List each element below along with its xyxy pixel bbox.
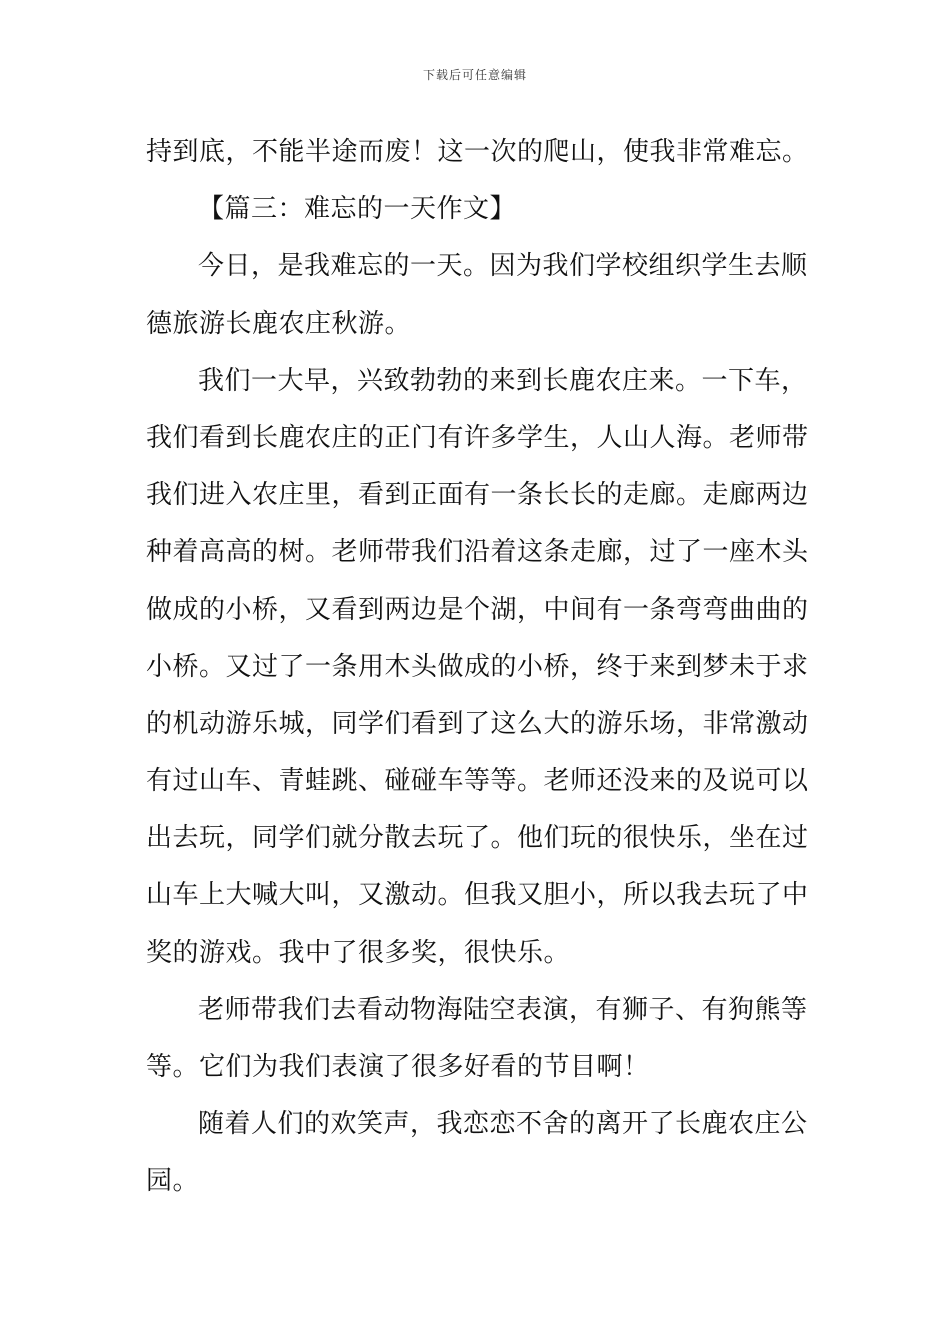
document-body [146,124,808,1211]
text-line: 德旅游长鹿农庄秋游。 [146,308,412,339]
paragraph-1 [146,124,808,181]
paragraph-3 [146,238,808,352]
text-line: 等。它们为我们表演了很多好看的节目啊！ [146,1052,650,1082]
text-line: 小桥。又过了一条用木头做成的小桥，终于来到梦未于求 [146,651,809,682]
paragraph-2-section-title [146,181,808,238]
text-line: 的机动游乐城，同学们看到了这么大的游乐场，非常激动 [146,708,809,739]
text-line: 有过山车、青蛙跳、碰碰车等等。老师还没来的及说可以 [146,766,809,797]
text-line: 我们一大早，兴致勃勃的来到长鹿农庄来。一下车， [198,365,808,396]
section-title: 【篇三：难忘的一天作文】 [198,194,517,225]
text-line: 奖的游戏。我中了很多奖，很快乐。 [146,937,571,968]
text-line: 持到底，不能半途而废！这一次的爬山，使我非常难忘。 [146,137,809,167]
page-header: 下载后可任意编辑 [422,68,527,82]
paragraph-6 [146,1096,808,1210]
text-line: 出去玩，同学们就分散去玩了。他们玩的很快乐，坐在过 [146,823,809,854]
text-line: 今日，是我难忘的一天。因为我们学校组织学生去顺 [198,251,808,282]
text-line: 种着高高的树。老师带我们沿着这条走廊，过了一座木头 [146,537,809,568]
text-line: 我们进入农庄里，看到正面有一条长长的走廊。走廊两边 [146,480,809,511]
text-line: 做成的小桥，又看到两边是个湖，中间有一条弯弯曲曲的 [146,594,809,625]
text-line: 随着人们的欢笑声，我恋恋不舍的离开了长鹿农庄公 [198,1109,808,1140]
paragraph-4 [146,353,808,982]
paragraph-5 [146,982,808,1096]
text-line: 山车上大喊大叫，又激动。但我又胆小，所以我去玩了中 [146,880,809,911]
text-line: 我们看到长鹿农庄的正门有许多学生，人山人海。老师带 [146,422,809,453]
text-line: 老师带我们去看动物海陆空表演，有狮子、有狗熊等 [198,994,808,1025]
text-line: 园。 [146,1166,200,1197]
